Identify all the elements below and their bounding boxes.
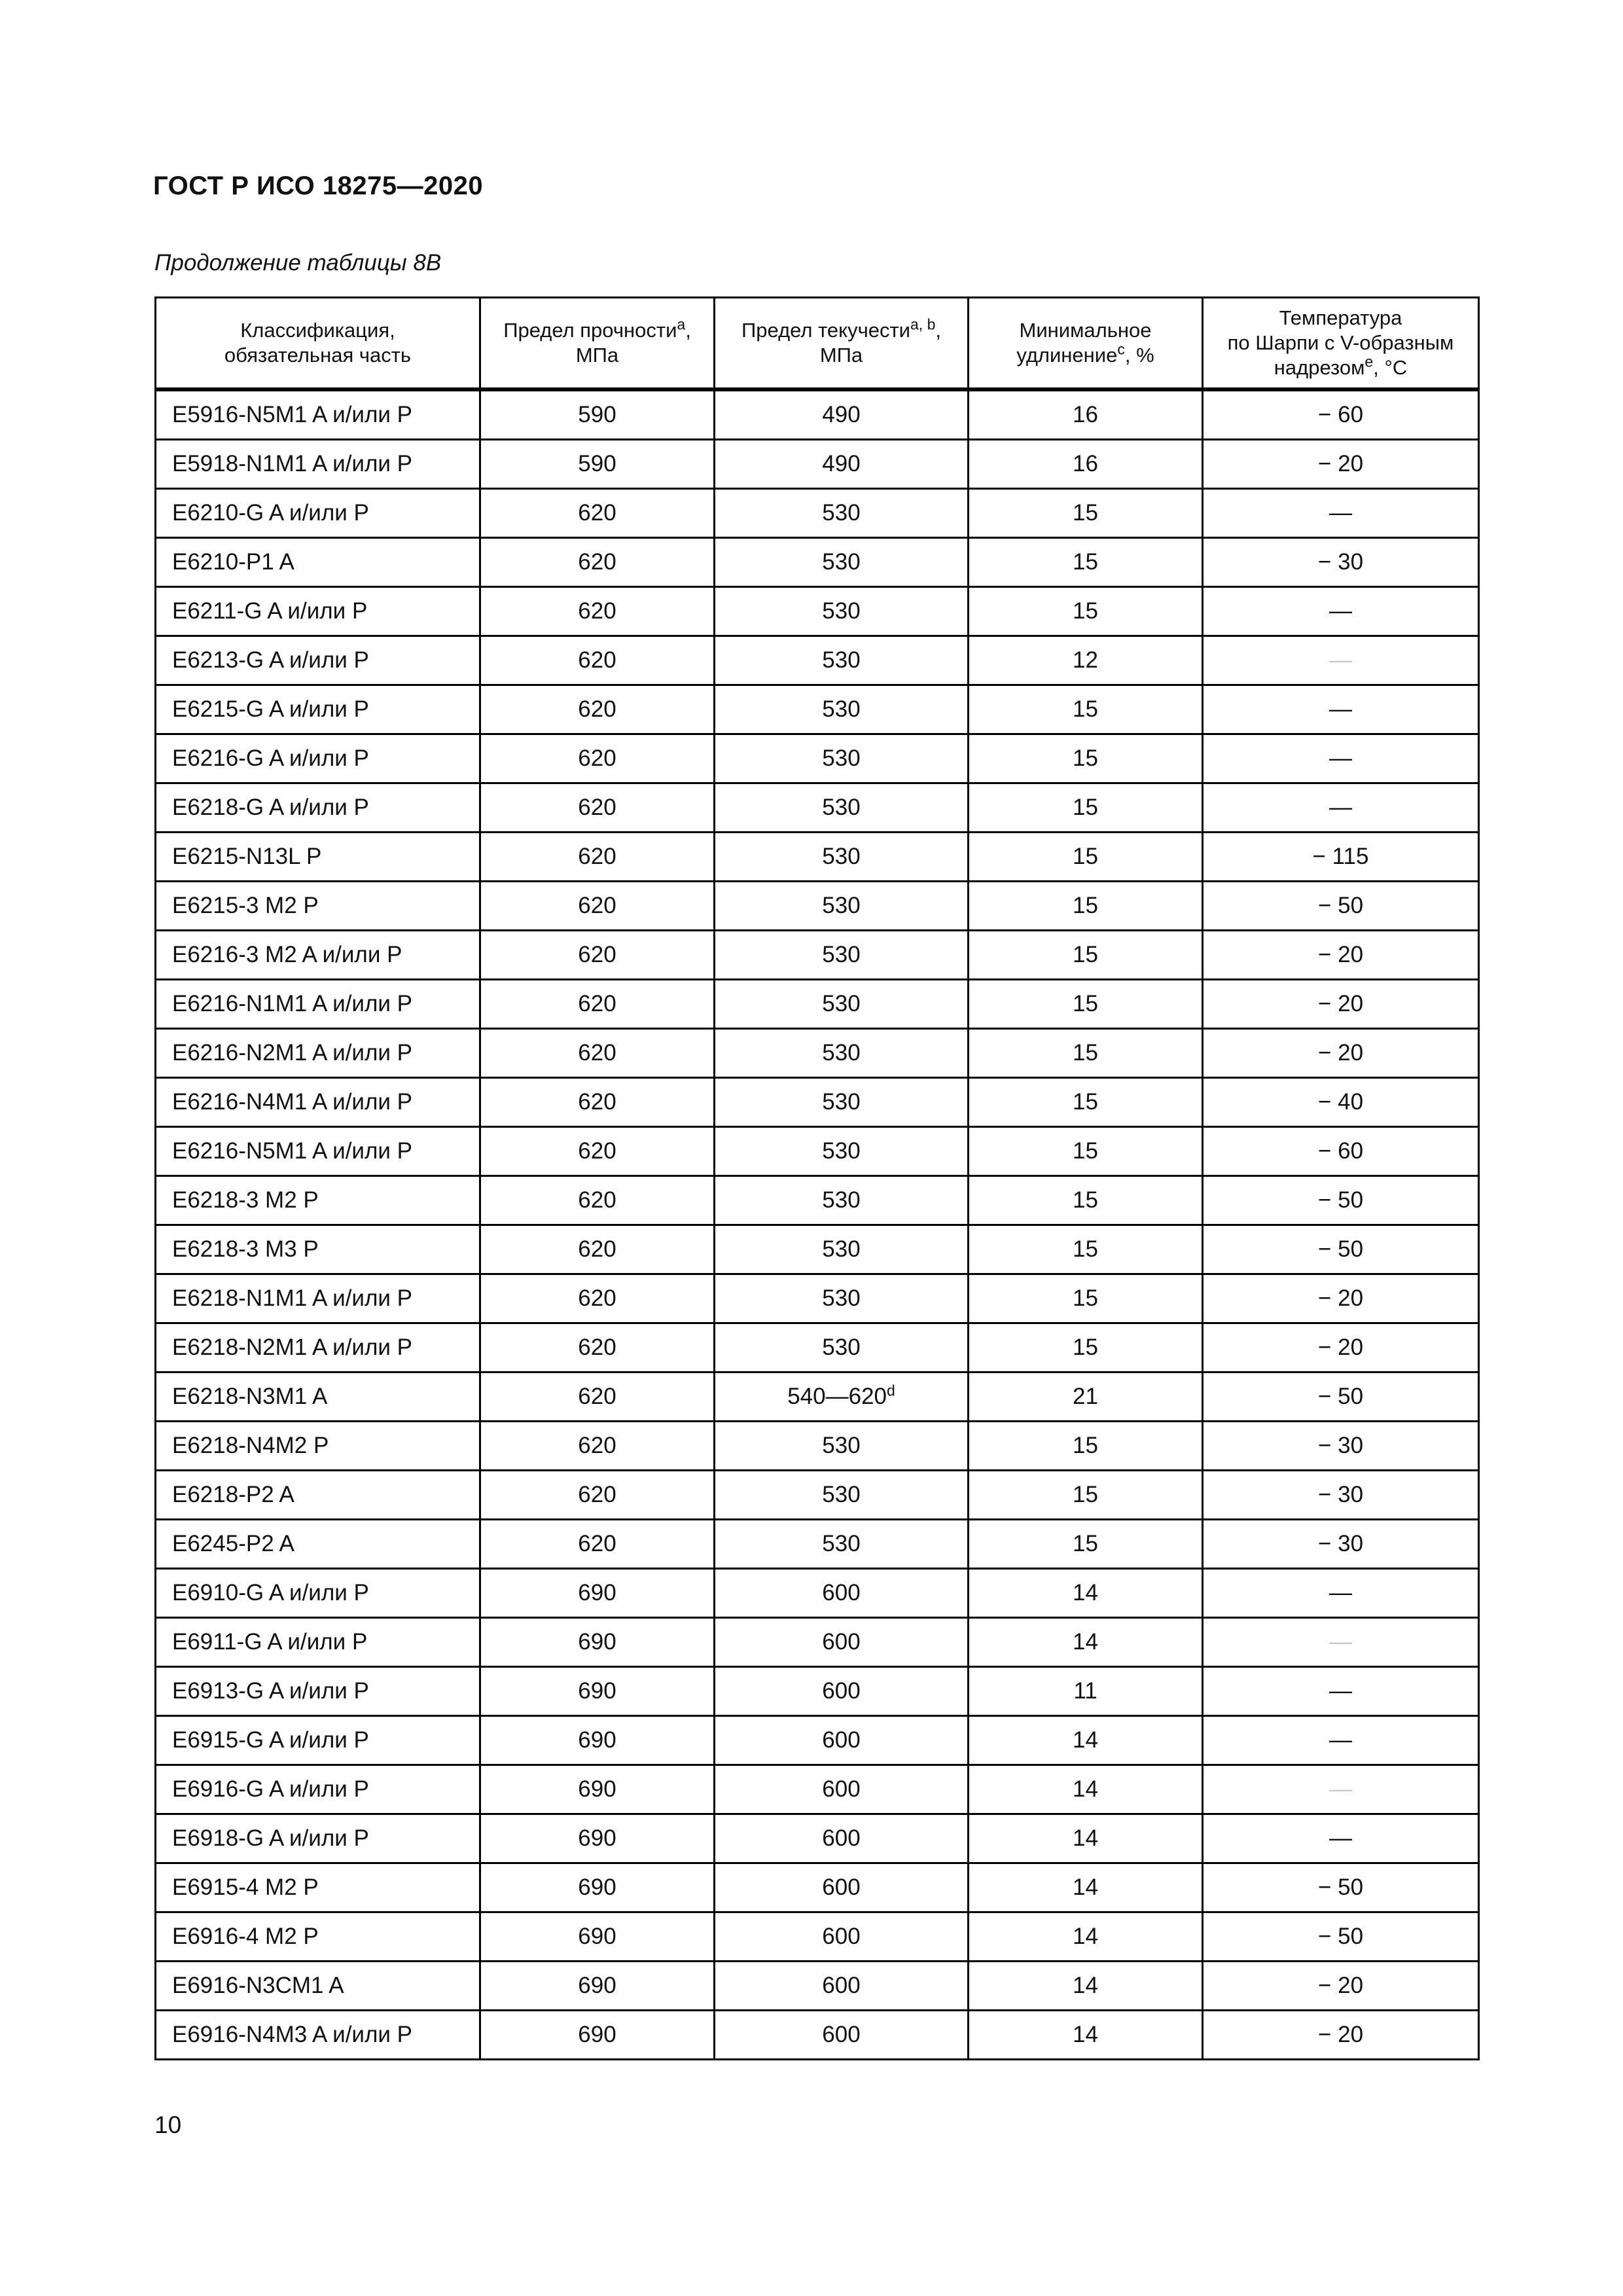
cell-charpy: — <box>1203 636 1479 685</box>
table-row <box>156 538 1479 587</box>
cell-tensile: 690 <box>480 1569 715 1618</box>
cell-charpy: − 20 <box>1203 1962 1479 2011</box>
cell-charpy: — <box>1203 1814 1479 1863</box>
cell-classification: E6218-N1M1 A и/или P <box>156 1274 480 1323</box>
cell-elongation: 21 <box>969 1372 1203 1422</box>
cell-tensile: 690 <box>480 1765 715 1814</box>
cell-yield <box>715 980 969 1029</box>
cell-yield <box>715 1422 969 1471</box>
cell-yield-value: 490 <box>822 451 861 476</box>
cell-yield <box>715 1863 969 1912</box>
table-row <box>156 1962 1479 2011</box>
cell-elongation: 15 <box>969 931 1203 980</box>
cell-yield <box>715 1962 969 2011</box>
cell-tensile: 590 <box>480 440 715 489</box>
cell-charpy: − 20 <box>1203 1029 1479 1078</box>
cell-charpy: − 40 <box>1203 1078 1479 1127</box>
table-row <box>156 734 1479 783</box>
cell-charpy: — <box>1203 1618 1479 1667</box>
cell-tensile: 620 <box>480 538 715 587</box>
cell-classification: E6218-P2 A <box>156 1471 480 1520</box>
table-row <box>156 1765 1479 1814</box>
cell-classification: E6210-G A и/или P <box>156 489 480 538</box>
cell-classification: E6218-N2M1 A и/или P <box>156 1323 480 1372</box>
cell-yield-value: 530 <box>822 1138 861 1164</box>
cell-yield-value: 530 <box>822 942 861 967</box>
header-yield-line1-tail: , <box>935 319 941 342</box>
cell-elongation: 11 <box>969 1667 1203 1716</box>
header-tensile-strength <box>480 298 715 390</box>
cell-yield <box>715 1372 969 1422</box>
cell-elongation: 12 <box>969 636 1203 685</box>
cell-yield-value: 530 <box>822 893 861 918</box>
cell-tensile: 620 <box>480 980 715 1029</box>
cell-tensile: 620 <box>480 1471 715 1520</box>
cell-tensile: 690 <box>480 1667 715 1716</box>
cell-yield-value: 530 <box>822 500 861 526</box>
cell-charpy: − 50 <box>1203 1372 1479 1422</box>
cell-yield-footnote: d <box>887 1382 895 1399</box>
table-row <box>156 783 1479 833</box>
cell-elongation: 14 <box>969 1814 1203 1863</box>
cell-charpy: − 50 <box>1203 1863 1479 1912</box>
cell-classification: E6211-G A и/или P <box>156 587 480 636</box>
cell-yield-value: 530 <box>822 1040 861 1066</box>
cell-tensile: 620 <box>480 636 715 685</box>
table-row <box>156 489 1479 538</box>
cell-charpy: − 20 <box>1203 440 1479 489</box>
cell-tensile: 690 <box>480 1618 715 1667</box>
cell-classification: E6913-G A и/или P <box>156 1667 480 1716</box>
table-row <box>156 1471 1479 1520</box>
header-elongation-line2: удлинение <box>1016 344 1118 367</box>
cell-yield <box>715 1667 969 1716</box>
cell-yield-value: 530 <box>822 991 861 1016</box>
cell-elongation: 16 <box>969 389 1203 440</box>
header-yield-strength <box>715 298 969 390</box>
cell-yield <box>715 1029 969 1078</box>
cell-charpy: — <box>1203 489 1479 538</box>
cell-yield <box>715 2011 969 2060</box>
table-row <box>156 1029 1479 1078</box>
cell-classification: E6916-4 M2 P <box>156 1912 480 1962</box>
header-elongation-line2-tail: , % <box>1124 344 1154 367</box>
cell-yield <box>715 1765 969 1814</box>
cell-classification: E6910-G A и/или P <box>156 1569 480 1618</box>
cell-elongation: 15 <box>969 1323 1203 1372</box>
cell-yield <box>715 389 969 440</box>
header-classification-line1: Классификация, <box>240 319 395 342</box>
cell-yield <box>715 734 969 783</box>
cell-classification: E6216-N5M1 A и/или P <box>156 1127 480 1176</box>
cell-elongation: 15 <box>969 1422 1203 1471</box>
cell-yield-value: 530 <box>822 795 861 820</box>
header-charpy-temperature <box>1203 298 1479 390</box>
cell-charpy: − 20 <box>1203 2011 1479 2060</box>
cell-charpy: − 20 <box>1203 1323 1479 1372</box>
cell-yield <box>715 440 969 489</box>
cell-elongation: 15 <box>969 538 1203 587</box>
header-charpy-line3-tail: , °C <box>1373 356 1408 379</box>
cell-classification: E6216-N1M1 A и/или P <box>156 980 480 1029</box>
cell-classification: E5916-N5M1 A и/или P <box>156 389 480 440</box>
cell-yield-value: 530 <box>822 745 861 771</box>
cell-yield-value: 530 <box>822 598 861 624</box>
cell-yield-value: 600 <box>822 1825 861 1851</box>
cell-classification: E6215-3 M2 P <box>156 882 480 931</box>
table-row <box>156 1618 1479 1667</box>
cell-charpy: − 50 <box>1203 1176 1479 1225</box>
cell-tensile: 690 <box>480 1962 715 2011</box>
cell-classification: E6916-N3CM1 A <box>156 1962 480 2011</box>
cell-charpy: − 50 <box>1203 1225 1479 1274</box>
cell-tensile: 620 <box>480 1078 715 1127</box>
cell-tensile: 690 <box>480 1863 715 1912</box>
table-row <box>156 1078 1479 1127</box>
cell-tensile: 620 <box>480 587 715 636</box>
cell-yield <box>715 685 969 734</box>
cell-tensile: 690 <box>480 2011 715 2060</box>
header-charpy-line2: по Шарпи с V-образным <box>1227 331 1454 354</box>
header-yield-footnote: a, b <box>910 315 936 333</box>
table-row <box>156 833 1479 882</box>
cell-elongation: 14 <box>969 1618 1203 1667</box>
table-row <box>156 1569 1479 1618</box>
cell-tensile: 690 <box>480 1716 715 1765</box>
header-elongation <box>969 298 1203 390</box>
cell-tensile: 690 <box>480 1912 715 1962</box>
cell-elongation: 15 <box>969 1078 1203 1127</box>
cell-yield <box>715 1225 969 1274</box>
cell-classification: E6216-G A и/или P <box>156 734 480 783</box>
cell-charpy: — <box>1203 783 1479 833</box>
cell-elongation: 15 <box>969 734 1203 783</box>
cell-classification: E6218-N3M1 A <box>156 1372 480 1422</box>
table-row <box>156 1667 1479 1716</box>
header-charpy-line3: надрезом <box>1274 356 1365 379</box>
cell-yield <box>715 587 969 636</box>
header-charpy-line1: Температура <box>1279 306 1402 329</box>
document-title: ГОСТ Р ИСО 18275—2020 <box>153 171 484 200</box>
cell-charpy: − 30 <box>1203 1520 1479 1569</box>
cell-yield-value: 600 <box>822 1678 861 1704</box>
cell-tensile: 620 <box>480 1372 715 1422</box>
table-row <box>156 1716 1479 1765</box>
cell-charpy: − 30 <box>1203 1422 1479 1471</box>
cell-yield <box>715 931 969 980</box>
cell-yield <box>715 1471 969 1520</box>
cell-tensile: 620 <box>480 734 715 783</box>
cell-yield-value: 490 <box>822 402 861 427</box>
cell-yield-value: 540—620 <box>787 1384 887 1409</box>
page-number: 10 <box>154 2111 182 2138</box>
table-row <box>156 1323 1479 1372</box>
header-elongation-footnote: c <box>1117 340 1125 358</box>
cell-elongation: 15 <box>969 783 1203 833</box>
header-yield-line1: Предел текучести <box>741 319 910 342</box>
cell-elongation: 14 <box>969 1912 1203 1962</box>
cell-yield-value: 530 <box>822 1433 861 1458</box>
table-row <box>156 980 1479 1029</box>
cell-charpy: − 20 <box>1203 980 1479 1029</box>
cell-yield-value: 600 <box>822 1776 861 1802</box>
table-body <box>156 389 1479 2060</box>
header-tensile-line1: Предел прочности <box>503 319 677 342</box>
cell-tensile: 620 <box>480 783 715 833</box>
cell-charpy: — <box>1203 1765 1479 1814</box>
table-row <box>156 389 1479 440</box>
cell-elongation: 14 <box>969 1569 1203 1618</box>
cell-classification: E6215-G A и/или P <box>156 685 480 734</box>
header-classification-line2: обязательная часть <box>224 344 412 367</box>
table-row <box>156 1225 1479 1274</box>
table-row <box>156 1863 1479 1912</box>
cell-charpy: − 20 <box>1203 1274 1479 1323</box>
cell-yield-value: 530 <box>822 1285 861 1311</box>
cell-yield <box>715 1912 969 1962</box>
cell-elongation: 14 <box>969 2011 1203 2060</box>
table-row <box>156 636 1479 685</box>
cell-classification: E6215-N13L P <box>156 833 480 882</box>
table-row <box>156 685 1479 734</box>
cell-charpy: − 30 <box>1203 1471 1479 1520</box>
cell-classification: E6916-G A и/или P <box>156 1765 480 1814</box>
header-tensile-line1-tail: , <box>685 319 691 342</box>
cell-classification: E6210-P1 A <box>156 538 480 587</box>
cell-classification: E6911-G A и/или P <box>156 1618 480 1667</box>
cell-yield <box>715 1176 969 1225</box>
cell-elongation: 15 <box>969 833 1203 882</box>
cell-classification: E6916-N4M3 A и/или P <box>156 2011 480 2060</box>
cell-yield-value: 600 <box>822 1727 861 1753</box>
cell-elongation: 15 <box>969 1225 1203 1274</box>
cell-yield-value: 530 <box>822 1089 861 1115</box>
cell-yield-value: 600 <box>822 1924 861 1949</box>
cell-elongation: 14 <box>969 1716 1203 1765</box>
cell-yield-value: 530 <box>822 1187 861 1213</box>
table-row <box>156 1520 1479 1569</box>
cell-elongation: 15 <box>969 489 1203 538</box>
properties-table <box>154 296 1480 2060</box>
cell-classification: E6915-4 M2 P <box>156 1863 480 1912</box>
cell-tensile: 620 <box>480 931 715 980</box>
cell-elongation: 14 <box>969 1765 1203 1814</box>
cell-yield <box>715 783 969 833</box>
cell-yield-value: 600 <box>822 2022 861 2047</box>
cell-tensile: 620 <box>480 1029 715 1078</box>
cell-tensile: 620 <box>480 1520 715 1569</box>
cell-yield <box>715 1078 969 1127</box>
cell-charpy: − 115 <box>1203 833 1479 882</box>
table-row <box>156 1422 1479 1471</box>
cell-classification: E6218-3 M3 P <box>156 1225 480 1274</box>
cell-elongation: 15 <box>969 1520 1203 1569</box>
cell-classification: E6218-G A и/или P <box>156 783 480 833</box>
table-row <box>156 440 1479 489</box>
cell-yield-value: 530 <box>822 844 861 869</box>
header-classification <box>156 298 480 390</box>
cell-yield <box>715 1618 969 1667</box>
table-row <box>156 587 1479 636</box>
cell-charpy: — <box>1203 587 1479 636</box>
cell-classification: E6218-N4M2 P <box>156 1422 480 1471</box>
cell-yield-value: 530 <box>822 1335 861 1360</box>
cell-yield <box>715 538 969 587</box>
cell-classification: E6216-N4M1 A и/или P <box>156 1078 480 1127</box>
cell-elongation: 15 <box>969 1471 1203 1520</box>
cell-classification: E6216-3 M2 A и/или P <box>156 931 480 980</box>
cell-charpy: − 50 <box>1203 1912 1479 1962</box>
cell-tensile: 620 <box>480 1225 715 1274</box>
cell-yield-value: 530 <box>822 696 861 722</box>
cell-classification: E6218-3 M2 P <box>156 1176 480 1225</box>
cell-tensile: 620 <box>480 833 715 882</box>
header-elongation-line1: Минимальное <box>1019 319 1152 342</box>
cell-yield <box>715 1520 969 1569</box>
cell-charpy: − 60 <box>1203 1127 1479 1176</box>
cell-elongation: 14 <box>969 1863 1203 1912</box>
cell-tensile: 620 <box>480 1274 715 1323</box>
cell-charpy: — <box>1203 1716 1479 1765</box>
cell-tensile: 620 <box>480 1127 715 1176</box>
cell-tensile: 620 <box>480 1323 715 1372</box>
cell-yield-value: 600 <box>822 1874 861 1900</box>
table-row <box>156 1912 1479 1962</box>
cell-yield-value: 600 <box>822 1973 861 1998</box>
header-tensile-unit: МПа <box>575 344 619 367</box>
cell-yield-value: 530 <box>822 1236 861 1262</box>
cell-elongation: 15 <box>969 1176 1203 1225</box>
cell-yield-value: 530 <box>822 549 861 575</box>
cell-charpy: — <box>1203 1667 1479 1716</box>
cell-elongation: 16 <box>969 440 1203 489</box>
cell-yield <box>715 1716 969 1765</box>
cell-yield-value: 530 <box>822 1531 861 1556</box>
cell-elongation: 15 <box>969 587 1203 636</box>
cell-elongation: 14 <box>969 1962 1203 2011</box>
cell-charpy: — <box>1203 734 1479 783</box>
cell-yield <box>715 882 969 931</box>
cell-charpy: − 30 <box>1203 538 1479 587</box>
cell-tensile: 620 <box>480 685 715 734</box>
cell-classification: E6915-G A и/или P <box>156 1716 480 1765</box>
cell-charpy: − 50 <box>1203 882 1479 931</box>
cell-classification: E6216-N2M1 A и/или P <box>156 1029 480 1078</box>
cell-charpy: — <box>1203 685 1479 734</box>
cell-yield-value: 530 <box>822 1482 861 1507</box>
cell-elongation: 15 <box>969 1127 1203 1176</box>
cell-tensile: 620 <box>480 1176 715 1225</box>
table-header-row <box>156 298 1479 390</box>
cell-elongation: 15 <box>969 882 1203 931</box>
cell-charpy: — <box>1203 1569 1479 1618</box>
header-yield-unit: МПа <box>819 344 863 367</box>
table-row <box>156 1176 1479 1225</box>
cell-yield <box>715 1274 969 1323</box>
cell-yield-value: 600 <box>822 1629 861 1655</box>
cell-yield <box>715 1323 969 1372</box>
cell-classification: E6918-G A и/или P <box>156 1814 480 1863</box>
cell-yield <box>715 1814 969 1863</box>
table-caption: Продолжение таблицы 8В <box>154 250 442 276</box>
cell-tensile: 620 <box>480 489 715 538</box>
cell-yield <box>715 489 969 538</box>
cell-classification: E6245-P2 A <box>156 1520 480 1569</box>
header-charpy-footnote: e <box>1364 353 1374 370</box>
table-row <box>156 1274 1479 1323</box>
table-row <box>156 1372 1479 1422</box>
cell-elongation: 15 <box>969 980 1203 1029</box>
cell-yield-value: 600 <box>822 1580 861 1605</box>
table-row <box>156 1127 1479 1176</box>
cell-yield-value: 530 <box>822 647 861 673</box>
table-row <box>156 1814 1479 1863</box>
table-row <box>156 882 1479 931</box>
cell-classification: E6213-G A и/или P <box>156 636 480 685</box>
cell-yield <box>715 833 969 882</box>
cell-tensile: 620 <box>480 882 715 931</box>
cell-yield <box>715 636 969 685</box>
cell-classification: E5918-N1M1 A и/или P <box>156 440 480 489</box>
cell-yield <box>715 1127 969 1176</box>
cell-elongation: 15 <box>969 685 1203 734</box>
cell-tensile: 620 <box>480 1422 715 1471</box>
cell-charpy: − 20 <box>1203 931 1479 980</box>
cell-yield <box>715 1569 969 1618</box>
cell-charpy: − 60 <box>1203 389 1479 440</box>
header-tensile-footnote: a <box>677 315 686 333</box>
cell-tensile: 690 <box>480 1814 715 1863</box>
cell-elongation: 15 <box>969 1029 1203 1078</box>
cell-elongation: 15 <box>969 1274 1203 1323</box>
table-row <box>156 931 1479 980</box>
cell-tensile: 590 <box>480 389 715 440</box>
table-row <box>156 2011 1479 2060</box>
